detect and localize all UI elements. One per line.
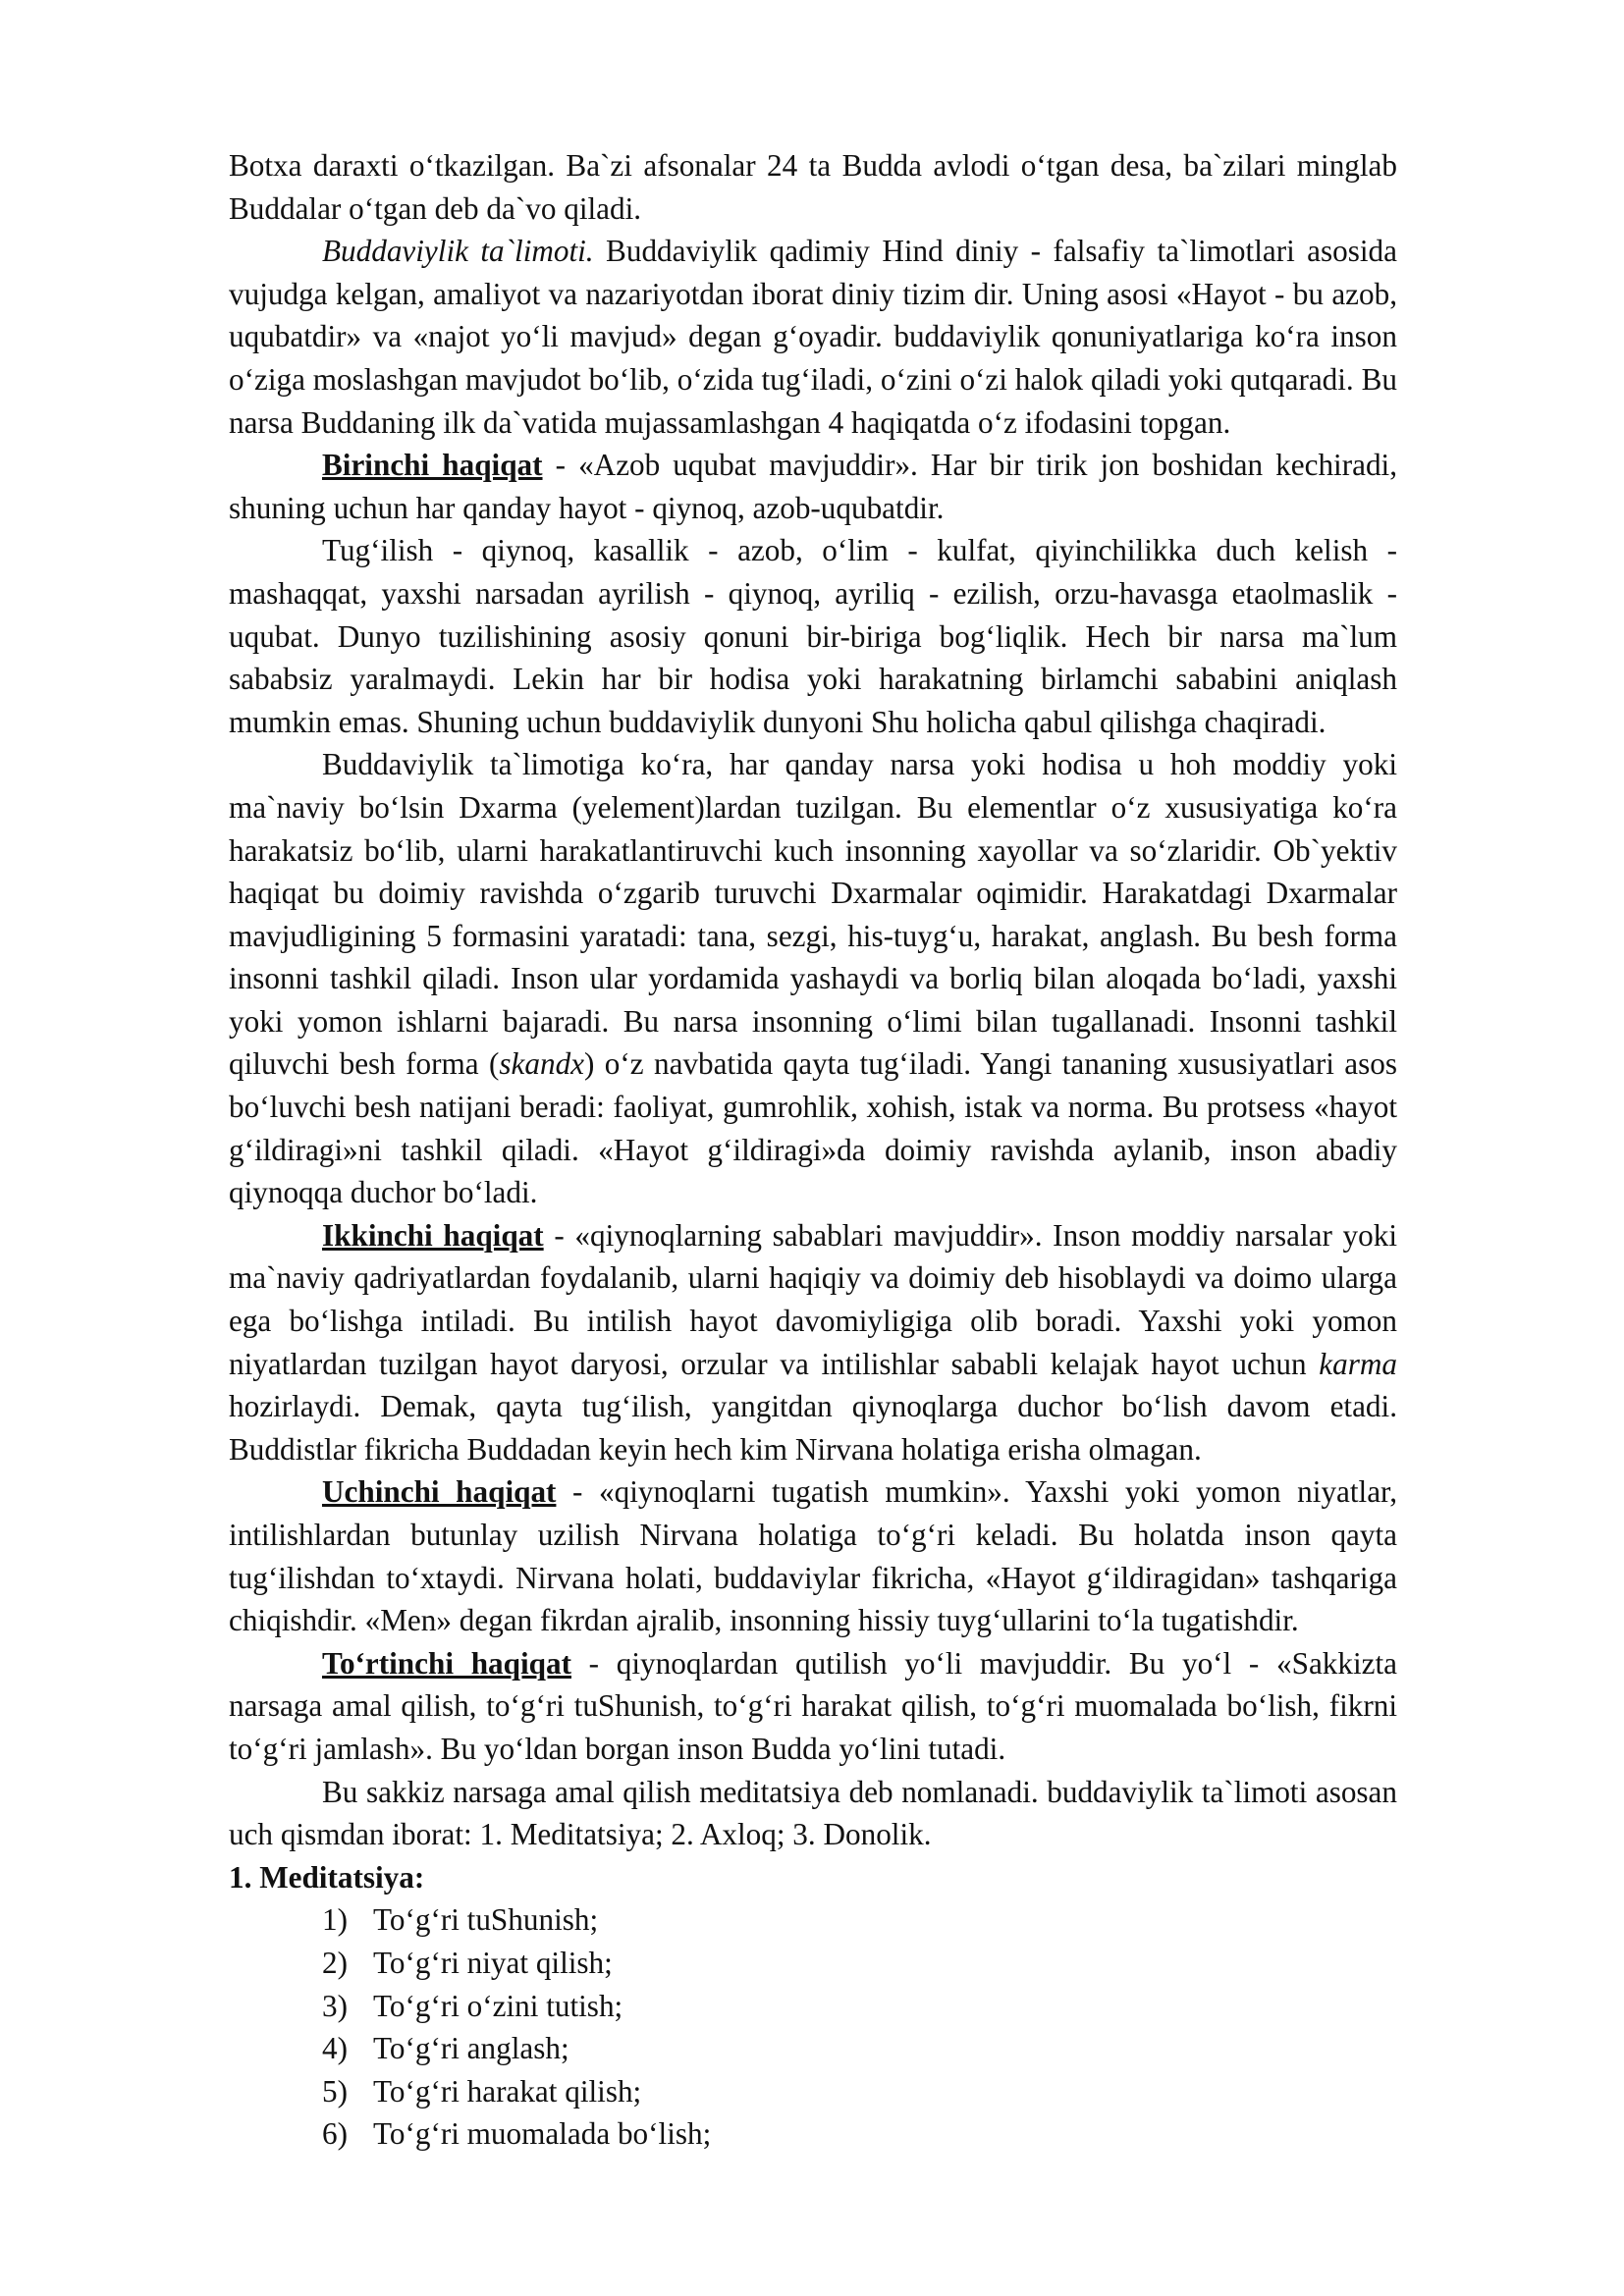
paragraph <box>229 1642 1397 1771</box>
paragraph <box>229 529 1397 743</box>
paragraph-text: Buddaviylik ta`limotiga ko‘ra, har qanday narsa yoki hodisa u hoh moddiy yoki ma`naviy bo‘lsin Dxarma (yelement)lardan tuzilgan. Bu elementlar o‘z xususiyatiga ko‘ra harakatsiz bo‘lib, ularni harakatlantiruvchi kuch insonning xayollar va so‘zlaridir. Ob`yektiv haqiqat bu doimiy ravishda o‘zgarib turuvchi Dxarmalar oqimidir. Harakatdagi Dxarmalar mavjudligining 5 formasini yaratadi: tana, sezgi, his-tuyg‘u, harakat, anglash. Bu besh forma insonni tashkil qiladi. Inson ular yordamida yashaydi va borliq bilan aloqada bo‘ladi, yaxshi yoki yomon ishlarni bajaradi. Bu narsa insonning o‘limi bilan tugallanadi. Insonni tashkil qiluvchi besh forma ( <box>229 747 1397 1082</box>
document-page <box>229 144 1397 2156</box>
paragraph <box>229 1214 1397 1471</box>
list-item <box>322 1898 1397 1942</box>
list-item-text: To‘g‘ri o‘zini tutish; <box>373 1988 623 2023</box>
paragraph-text: Tug‘ilish - qiynoq, kasallik - azob, o‘lim - kulfat, qiyinchilikka duch kelish - mashaqqat, yaxshi narsadan ayrilish - qiynoq, ayriliq - ezilish, orzu-havasga etaolmaslik - uqubat. Dunyo tuzilishining asosiy qonuni bir-biriga bog‘liqlik. Hech bir narsa ma`lum sababsiz yaralmaydi. Lekin har bir hodisa yoki harakatning birlamchi sababini aniqlash mumkin emas. Shuning uchun buddaviylik dunyoni Shu holicha qabul qilishga chaqiradi. <box>229 533 1397 739</box>
list-number: 2) <box>322 1945 348 1980</box>
list-number: 1) <box>322 1902 348 1938</box>
list-item-text: To‘g‘ri muomalada bo‘lish; <box>373 2116 712 2152</box>
paragraph <box>229 144 1397 230</box>
paragraph-text: - qiynoqlardan qutilish yo‘li mavjuddir. Bu yo‘l - «Sakkizta narsaga amal qilish, to‘g‘ri tuShunish, to‘g‘ri harakat qilish, to‘g‘ri muomalada bo‘lish, fikrni to‘g‘ri jamlash». Bu yo‘ldan borgan inson Budda yo‘lini tutadi. <box>229 1645 1397 1766</box>
list-number: 5) <box>322 2073 348 2109</box>
paragraph-text: - «Azob uqubat mavjuddir». Har bir tirik jon boshidan kechiradi, shuning uchun har qanday hayot - qiynoq, azob-uqubatdir. <box>229 448 1397 525</box>
paragraph <box>229 1771 1397 1856</box>
paragraph <box>229 230 1397 444</box>
meditation-list <box>229 1898 1397 2156</box>
list-item-text: To‘g‘ri tuShunish; <box>373 1902 599 1938</box>
heading-first-truth: Birinchi haqiqat <box>322 448 543 483</box>
term-karma: karma <box>1319 1346 1397 1381</box>
list-item-text: To‘g‘ri niyat qilish; <box>373 1945 613 1980</box>
paragraph-text: - «qiynoqlarni tugatish mumkin». Yaxshi yoki yomon niyatlar, intilishlardan butunlay uzilish Nirvana holatiga to‘g‘ri keladi. Bu holatda inson qayta tug‘ilishdan to‘xtaydi. Nirvana holati, buddaviylar fikricha, «Hayot g‘ildiragidan» tashqariga chiqishdir. «Men» degan fikrdan ajralib, insonning hissiy tuyg‘ullarini to‘la tugatishdir. <box>229 1474 1397 1638</box>
list-item <box>322 1985 1397 2028</box>
heading-second-truth: Ikkinchi haqiqat <box>322 1217 544 1253</box>
list-number: 4) <box>322 2031 348 2066</box>
paragraph-text: Buddaviylik qadimiy Hind diniy - falsafiy ta`limotlari asosida vujudga kelgan, amaliyot va nazariyotdan iborat diniy tizim dir. Uning asosi «Hayot - bu azob, uqubatdir» va «najot yo‘li mavjud» degan g‘oyadir. buddaviylik qonuniyatlariga ko‘ra inson o‘ziga moslashgan mavjudot bo‘lib, o‘zida tug‘iladi, o‘zini o‘zi halok qiladi yoki qutqaradi. Bu narsa Buddaning ilk da`vatida mujassamlashgan 4 haqiqatda o‘z ifodasini topgan. <box>229 234 1397 440</box>
list-number: 6) <box>322 2116 348 2152</box>
list-number: 3) <box>322 1988 348 2023</box>
paragraph-text: ) o‘z navbatida qayta tug‘iladi. Yangi tananing xususiyatlari asos bo‘luvchi besh natijani beradi: faoliyat, gumrohlik, xohish, istak va norma. Bu protsess «hayot g‘ildiragi»ni tashkil qiladi. «Hayot g‘ildiragi»da doimiy ravishda aylanib, inson abadiy qiynoqqa duchor bo‘ladi. <box>229 1046 1397 1210</box>
list-item-text: To‘g‘ri harakat qilish; <box>373 2073 642 2109</box>
paragraph-text: hozirlaydi. Demak, qayta tug‘ilish, yangitdan qiynoqlarga duchor bo‘lish davom etadi. Buddistlar fikricha Buddadan keyin hech kim Nirvana holatiga erisha olmagan. <box>229 1389 1397 1467</box>
heading-third-truth: Uchinchi haqiqat <box>322 1474 557 1510</box>
list-item <box>322 1942 1397 1985</box>
section-heading-meditation: 1. Meditatsiya: <box>229 1859 425 1895</box>
list-item-text: To‘g‘ri anglash; <box>373 2031 569 2066</box>
heading-fourth-truth: To‘rtinchi haqiqat <box>322 1645 571 1681</box>
paragraph <box>229 1470 1397 1641</box>
paragraph-text: Botxa daraxti o‘tkazilgan. Ba`zi afsonalar 24 ta Budda avlodi o‘tgan desa, ba`zilari minglab Buddalar o‘tgan deb da`vo qiladi. <box>229 148 1397 226</box>
term-buddaviylik-talimoti: Buddaviylik ta`limoti. <box>322 234 594 269</box>
list-item <box>322 2070 1397 2113</box>
term-skandx: skandx <box>499 1046 585 1082</box>
paragraph <box>229 444 1397 529</box>
list-item <box>322 2027 1397 2070</box>
paragraph <box>229 743 1397 1214</box>
paragraph-text: Bu sakkiz narsaga amal qilish meditatsiya deb nomlanadi. buddaviylik ta`limoti asosan uch qismdan iborat: 1. Meditatsiya; 2. Axloq; 3. Donolik. <box>229 1774 1397 1852</box>
paragraph-text: - «qiynoqlarning sabablari mavjuddir». Inson moddiy narsalar yoki ma`naviy qadriyatlardan foydalanib, ularni haqiqiy va doimiy deb hisoblaydi va doimo ularga ega bo‘lishga intiladi. Bu intilish hayot davomiyligiga olib boradi. Yaxshi yoki yomon niyatlardan tuzilgan hayot daryosi, orzular va intilishlar sababli kelajak hayot uchun <box>229 1217 1397 1381</box>
list-item <box>322 2112 1397 2156</box>
